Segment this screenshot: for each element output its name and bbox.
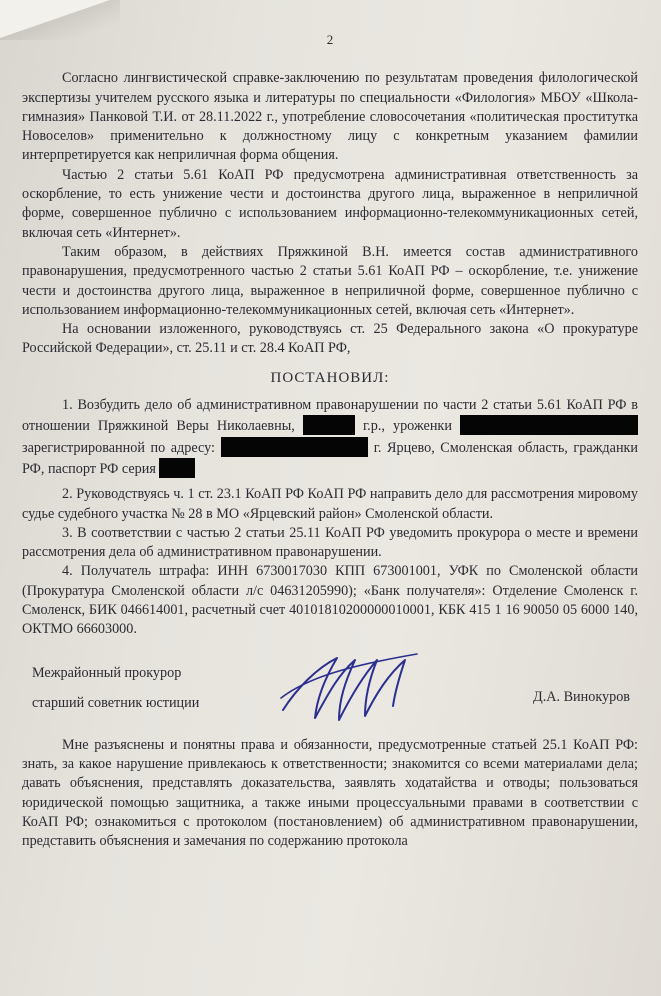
paragraph-article-5-61: Частью 2 статьи 5.61 КоАП РФ предусмотрена административная ответственность за оскорбление, то есть унижение чести и достоинства другого лица, выраженное в неприличной форме, совершенное публично с использованием информационно-телекоммуникационных сетей, включая сеть «Интернет». — [22, 166, 638, 241]
item-1-text-d: г. Ярцево, Смоленская область, гражданки РФ, паспорт РФ серия — [22, 439, 639, 477]
item-1-text-a: 1. Возбудить дело об административном правонарушении по части 2 статьи 5.61 КоАП РФ в отношении Пряжкиной Веры Николаевны, — [22, 397, 638, 435]
resolution-item-4: 4. Получатель штрафа: ИНН 6730017030 КПП 673001001, УФК по Смоленской области (Прокуратура Смоленской области л/с 04631205990); «Банк получателя»: Отделение Смоленск г. Смоленск, БИК 046614001, расчетный счет 40101810200000010001, КБК 415 1 16 90050 05 6000 140, ОКТМО 66603000. — [22, 563, 638, 638]
resolution-item-1 — [22, 396, 638, 479]
redacted-birthplace — [460, 415, 638, 435]
signature-block — [22, 658, 638, 720]
paragraph-legal-basis: На основании изложенного, руководствуясь ст. 25 Федерального закона «О прокуратуре Российской Федерации», ст. 25.11 и ст. 28.4 КоАП РФ, — [22, 321, 638, 357]
rights-acknowledgement: Мне разъяснены и понятны права и обязанности, предусмотренные статьей 25.1 КоАП РФ: знать, за какое нарушение привлекаюсь к ответственности; знакомится со всеми материалами дела; давать объяснения, представлять доказательства, заявлять ходатайства и отводы; пользоваться юридической помощью защитника, а также иными процессуальными правами в соответствии с КоАП РФ; ознакомиться с протоколом (постановлением) об административном правонарушении, представить объяснения и замечания по содержанию протокола — [22, 736, 638, 850]
signer-title-line-2: старший советник юстиции — [32, 694, 200, 711]
signer-name: Д.А. Винокуров — [533, 688, 630, 705]
paragraph-conclusion: Таким образом, в действиях Пряжкиной В.Н. имеется состав административного правонарушения, предусмотренного частью 2 статьи 5.61 КоАП РФ – оскорбление, т.е. унижение чести и достоинства другого лица, выраженное в неприличной форме, совершенное публично с использованием информационно-телекоммуникационных сетей, включая сеть «Интернет». — [22, 243, 638, 318]
item-1-text-c: зарегистрированной по адресу: — [22, 439, 215, 456]
document-page — [22, 30, 638, 851]
resolution-item-2: 2. Руководствуясь ч. 1 ст. 23.1 КоАП РФ КоАП РФ направить дело для рассмотрения мировому судье судебного участка № 28 в МО «Ярцевский район» Смоленской области. — [22, 486, 638, 522]
resolution-heading: ПОСТАНОВИЛ: — [270, 369, 390, 386]
signer-title — [32, 658, 199, 718]
redacted-birthdate — [303, 415, 355, 435]
page-number: 2 — [326, 32, 334, 47]
redacted-passport — [159, 458, 195, 478]
paragraph-expertise: Согласно лингвистической справке-заключению по результатам проведения филологической экспертизы учителем русского языка и литературы по специальности «Филология» МБОУ «Школа-гимназия» Панковой Т.И. от 28.11.2022 г., употребление словосочетания «политическая проститутка Новоселов» применительно к должностному лицу с конкретным указанием фамилии интерпретируется как неприличная форма общения. — [22, 70, 638, 164]
handwritten-signature — [277, 648, 427, 728]
signer-title-line-1: Межрайонный прокурор — [32, 664, 182, 681]
item-1-text-b: г.р., уроженки — [362, 418, 452, 435]
redacted-address-b — [264, 437, 368, 457]
resolution-item-3: 3. В соответствии с частью 2 статьи 25.11 КоАП РФ уведомить прокурора о месте и времени рассмотрения дела об административном правонарушении. — [22, 524, 638, 561]
